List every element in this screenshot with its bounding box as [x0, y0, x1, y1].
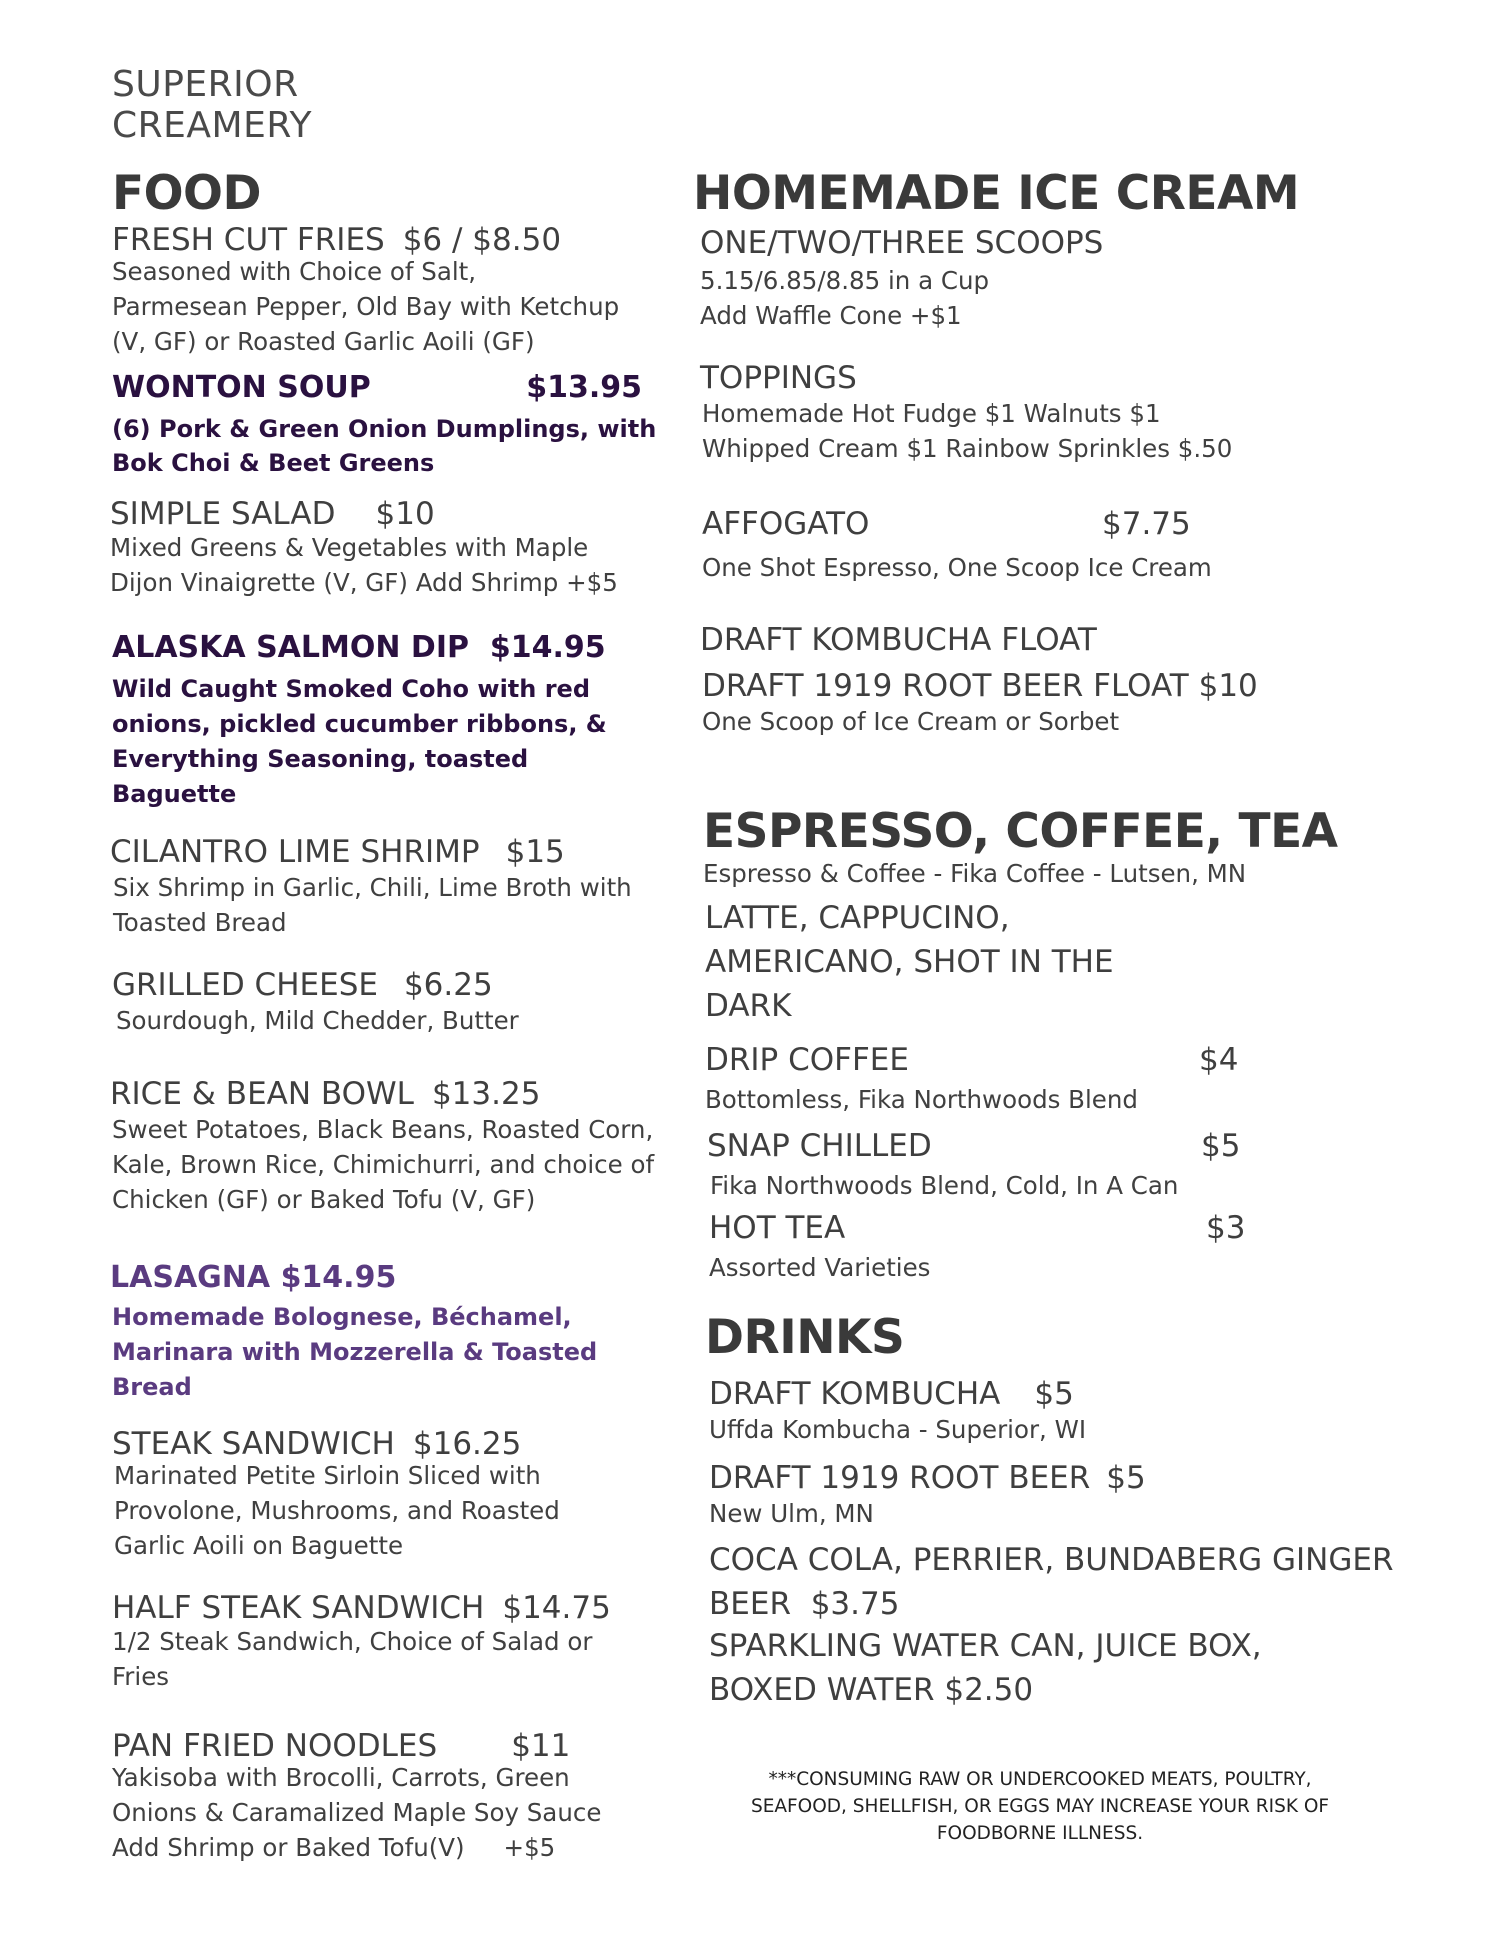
item-desc-line: Assorted Varieties [709, 1253, 931, 1282]
item-name: FRESH CUT FRIES [112, 222, 385, 258]
item-desc-line: Fries [112, 1662, 170, 1691]
item-desc-line: Kale, Brown Rice, Chimichurri, and choice of [112, 1150, 655, 1179]
espresso-drinks-list [705, 896, 1114, 1028]
item-desc-line: Baguette [112, 780, 237, 808]
item-desc-line: One Shot Espresso, One Scoop Ice Cream [702, 553, 1212, 582]
menu-item-lasagna [110, 1260, 597, 1405]
item-line: COCA COLA, PERRIER, BUNDABERG GINGER [709, 1542, 1394, 1578]
item-desc-line: Everything Seasoning, toasted [112, 745, 529, 773]
item-name: SIMPLE SALAD [110, 496, 336, 532]
item-desc-line: Fika Northwoods Blend, Cold, In A Can [710, 1171, 1179, 1200]
item-desc-line: Onions & Caramalized Maple Soy Sauce [112, 1798, 602, 1827]
item-desc-line: Parmesean Pepper, Old Bay with Ketchup [112, 292, 620, 321]
item-desc-line: Provolone, Mushrooms, and Roasted [114, 1496, 560, 1525]
item-price: $6.25 [403, 967, 493, 1003]
menu-item-draft-root-beer [709, 1460, 1146, 1531]
item-desc-line: Seasoned with Choice of Salt, [112, 257, 477, 286]
menu-item-root-beer-float [702, 668, 1258, 739]
item-name: ALASKA SALMON DIP [112, 630, 469, 665]
item-desc-line: Homemade Bolognese, Béchamel, [112, 1303, 572, 1331]
disclaimer-line: FOODBORNE ILLNESS. [936, 1823, 1144, 1844]
item-desc-line: Add Shrimp or Baked Tofu(V) +$5 [112, 1833, 556, 1862]
item-price: $6 / $8.50 [402, 222, 562, 258]
item-name: GRILLED CHEESE [112, 967, 378, 1003]
item-price: $4 [1199, 1042, 1239, 1078]
item-desc-line: Toasted Bread [113, 908, 287, 937]
menu-item-affogato [702, 506, 1222, 585]
item-line: BOXED WATER $2.50 [709, 1672, 1034, 1708]
item-name: DRAFT 1919 ROOT BEER [709, 1460, 1091, 1496]
item-desc-line: Whipped Cream $1 Rainbow Sprinkles $.50 [702, 434, 1233, 463]
item-price: $14.95 [280, 1260, 397, 1295]
menu-item-wonton-soup [112, 370, 657, 480]
item-price: $15 [505, 834, 565, 870]
item-name: LASAGNA [110, 1260, 271, 1295]
item-desc-line: Uffda Kombucha - Superior, WI [709, 1415, 1087, 1444]
item-name: PAN FRIED NOODLES [112, 1728, 438, 1764]
item-price: $10 [375, 496, 435, 532]
menu-item-cilantro-lime-shrimp [110, 834, 632, 940]
item-desc-line: Marinated Petite Sirloin Sliced with [114, 1461, 541, 1490]
item-desc-line: Yakisoba with Brocolli, Carrots, Green [112, 1763, 570, 1792]
coffee-source: Espresso & Coffee - Fika Coffee - Lutsen, MN [703, 859, 1247, 888]
food-safety-disclaimer [700, 1766, 1380, 1847]
item-desc-line: (6) Pork & Green Onion Dumplings, with [112, 415, 657, 443]
item-name: DRAFT 1919 ROOT BEER FLOAT $10 [702, 668, 1258, 704]
brand-name [112, 64, 312, 146]
item-price: $13.95 [526, 370, 642, 405]
menu-item-grilled-cheese [112, 967, 519, 1038]
food-heading: FOOD [112, 166, 262, 221]
item-desc-line: Mixed Greens & Vegetables with Maple [110, 533, 589, 562]
menu-item-sodas [709, 1538, 1393, 1626]
menu-item-snap-chilled [707, 1128, 1247, 1203]
item-desc-line: Bread [112, 1373, 192, 1401]
item-name: CILANTRO LIME SHRIMP [110, 834, 480, 870]
item-name: DRAFT KOMBUCHA [709, 1376, 1001, 1412]
item-name: TOPPINGS [700, 360, 857, 396]
item-price: $13.25 [431, 1076, 541, 1112]
item-desc-line: Bottomless, Fika Northwoods Blend [705, 1085, 1138, 1114]
menu-item-rice-bean-bowl [110, 1076, 654, 1217]
menu-item-half-steak-sandwich [112, 1590, 611, 1694]
item-name: WONTON SOUP [112, 370, 371, 405]
item-desc-line: Bok Choi & Beet Greens [112, 449, 435, 477]
item-name: HOT TEA [709, 1210, 846, 1246]
disclaimer-line: ***CONSUMING RAW OR UNDERCOOKED MEATS, POULTRY, [768, 1769, 1312, 1790]
menu-item-drip-coffee [705, 1042, 1245, 1117]
item-name: HALF STEAK SANDWICH [112, 1590, 485, 1626]
item-name: RICE & BEAN BOWL [110, 1076, 414, 1112]
item-desc-line: Sourdough, Mild Chedder, Butter [116, 1006, 519, 1035]
menu-item-draft-kombucha [709, 1376, 1086, 1447]
item-desc-line: onions, pickled cucumber ribbons, & [112, 710, 607, 738]
menu-item-fries [112, 222, 619, 359]
item-line: SPARKLING WATER CAN, JUICE BOX, [709, 1628, 1262, 1664]
menu-item-hot-tea [709, 1210, 1249, 1285]
menu-item-pan-fried-noodles [112, 1728, 601, 1865]
item-desc-line: Sweet Potatoes, Black Beans, Roasted Corn, [112, 1115, 654, 1144]
menu-item-kombucha-float: DRAFT KOMBUCHA FLOAT [700, 622, 1097, 658]
item-price: $14.75 [502, 1590, 611, 1626]
item-desc-line: Chicken (GF) or Baked Tofu (V, GF) [112, 1185, 536, 1214]
item-name: SNAP CHILLED [707, 1128, 932, 1164]
item-line: BEER $3.75 [709, 1586, 900, 1622]
item-price: $14.95 [489, 630, 606, 665]
item-desc-line: Garlic Aoili on Baguette [114, 1531, 404, 1560]
espresso-drinks-line: LATTE, CAPPUCINO, [705, 900, 1010, 936]
espresso-drinks-line: AMERICANO, SHOT IN THE [705, 944, 1114, 980]
item-price: $5 [1034, 1376, 1074, 1412]
item-name: DRIP COFFEE [705, 1042, 909, 1078]
menu-item-scoops [700, 225, 1103, 333]
menu-item-steak-sandwich [112, 1426, 560, 1563]
item-price: $16.25 [412, 1426, 522, 1462]
drinks-heading: DRINKS [705, 1310, 905, 1365]
item-desc-line: Six Shrimp in Garlic, Chili, Lime Broth with [113, 873, 632, 902]
item-name: AFFOGATO [702, 506, 870, 542]
item-price: $5 [1106, 1460, 1146, 1496]
item-desc-line: Dijon Vinaigrette (V, GF) Add Shrimp +$5 [110, 568, 618, 597]
menu-item-toppings [700, 360, 1232, 466]
item-desc-line: Wild Caught Smoked Coho with red [112, 675, 590, 703]
brand-line-1: SUPERIOR [112, 64, 299, 105]
menu-item-simple-salad [110, 496, 618, 600]
item-price: $3 [1206, 1210, 1246, 1246]
item-desc-line: Homemade Hot Fudge $1 Walnuts $1 [702, 399, 1161, 428]
item-desc-line: One Scoop of Ice Cream or Sorbet [702, 707, 1120, 736]
brand-line-2: CREAMERY [112, 105, 313, 146]
item-name: ONE/TWO/THREE SCOOPS [700, 225, 1104, 261]
item-desc-line: New Ulm, MN [709, 1499, 874, 1528]
item-desc-line: 1/2 Steak Sandwich, Choice of Salad or [112, 1627, 593, 1656]
item-desc-line: (V, GF) or Roasted Garlic Aoili (GF) [112, 327, 535, 356]
item-name: STEAK SANDWICH [112, 1426, 395, 1462]
menu-item-alaska-salmon-dip [112, 630, 607, 812]
menu-item-water [709, 1624, 1262, 1712]
item-price: $7.75 [1102, 506, 1191, 542]
item-desc-line: 5.15/6.85/8.85 in a Cup [700, 266, 990, 295]
item-price: $11 [511, 1728, 571, 1764]
espresso-drinks-line: DARK [705, 988, 792, 1024]
item-desc-line: Marinara with Mozzerella & Toasted [112, 1338, 598, 1366]
disclaimer-line: SEAFOOD, SHELLFISH, OR EGGS MAY INCREASE YOUR RISK OF [750, 1796, 1330, 1817]
item-price: $5 [1201, 1128, 1241, 1164]
ice-cream-heading: HOMEMADE ICE CREAM [693, 166, 1300, 221]
coffee-heading: ESPRESSO, COFFEE, TEA [703, 804, 1338, 859]
item-desc-line: Add Waffle Cone +$1 [700, 301, 962, 330]
